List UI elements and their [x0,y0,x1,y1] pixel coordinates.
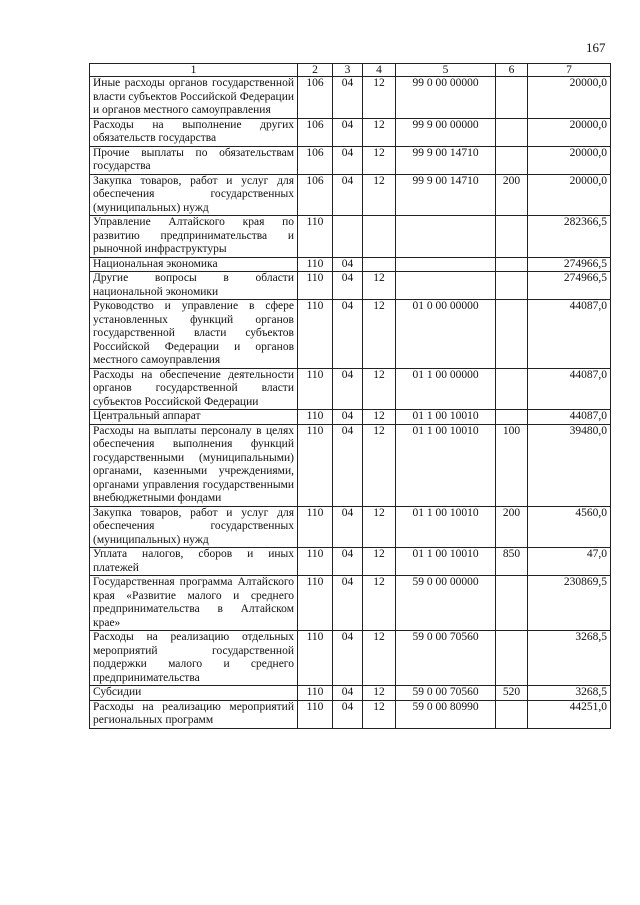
target-article-cell: 01 1 00 10010 [396,548,496,576]
section-cell [333,216,363,258]
ministry-code-cell: 106 [298,118,333,146]
table-row [90,506,611,548]
expense-type-cell: 200 [496,506,528,548]
subsection-cell: 12 [363,174,396,216]
ministry-code-cell: 110 [298,700,333,728]
expense-type-cell [496,118,528,146]
ministry-code-cell: 110 [298,368,333,410]
ministry-code-cell: 110 [298,686,333,701]
amount-cell: 47,0 [528,548,611,576]
table-body [90,77,611,729]
table-row [90,631,611,686]
row-name-cell: Управление Алтайского края по развитию предпринимательства и рыночной инфраструктуры [90,216,298,258]
expense-type-cell: 850 [496,548,528,576]
row-name-cell: Государственная программа Алтайского края «Развитие малого и среднего предпринимательства в Алтайском крае» [90,576,298,631]
table-row [90,174,611,216]
target-article-cell: 01 1 00 00000 [396,368,496,410]
subsection-cell: 12 [363,146,396,174]
section-cell: 04 [333,410,363,425]
amount-cell: 3268,5 [528,686,611,701]
row-name-cell: Закупка товаров, работ и услуг для обеспечения государственных (муниципальных) нужд [90,506,298,548]
section-cell: 04 [333,118,363,146]
subsection-cell: 12 [363,700,396,728]
subsection-cell: 12 [363,548,396,576]
row-name-cell: Расходы на реализацию отдельных мероприятий государственной поддержки малого и среднего предпринимательства [90,631,298,686]
section-cell: 04 [333,576,363,631]
column-header: 3 [333,64,363,77]
section-cell: 04 [333,686,363,701]
target-article-cell: 01 1 00 10010 [396,410,496,425]
target-article-cell [396,216,496,258]
target-article-cell: 59 0 00 70560 [396,631,496,686]
expense-type-cell [496,77,528,119]
ministry-code-cell: 110 [298,410,333,425]
ministry-code-cell: 110 [298,631,333,686]
amount-cell: 20000,0 [528,77,611,119]
target-article-cell: 01 1 00 10010 [396,424,496,506]
amount-cell: 20000,0 [528,146,611,174]
target-article-cell: 59 0 00 80990 [396,700,496,728]
column-header: 1 [90,64,298,77]
table-row [90,686,611,701]
column-header: 2 [298,64,333,77]
table-row [90,576,611,631]
row-name-cell: Закупка товаров, работ и услуг для обеспечения государственных (муниципальных) нужд [90,174,298,216]
subsection-cell: 12 [363,272,396,300]
subsection-cell: 12 [363,424,396,506]
target-article-cell: 01 0 00 00000 [396,300,496,369]
target-article-cell: 59 0 00 00000 [396,576,496,631]
amount-cell: 230869,5 [528,576,611,631]
expense-type-cell [496,216,528,258]
table-row [90,216,611,258]
amount-cell: 20000,0 [528,174,611,216]
table-row [90,410,611,425]
amount-cell: 282366,5 [528,216,611,258]
subsection-cell: 12 [363,506,396,548]
subsection-cell: 12 [363,686,396,701]
row-name-cell: Расходы на обеспечение деятельности органов государственной власти субъектов Российской Федерации [90,368,298,410]
subsection-cell [363,257,396,272]
ministry-code-cell: 110 [298,506,333,548]
target-article-cell: 99 0 00 00000 [396,77,496,119]
row-name-cell: Прочие выплаты по обязательствам государства [90,146,298,174]
expense-type-cell: 520 [496,686,528,701]
table-row [90,146,611,174]
amount-cell: 4560,0 [528,506,611,548]
subsection-cell: 12 [363,118,396,146]
expense-type-cell [496,272,528,300]
table-row [90,118,611,146]
table-row [90,300,611,369]
ministry-code-cell: 110 [298,257,333,272]
ministry-code-cell: 110 [298,576,333,631]
ministry-code-cell: 106 [298,174,333,216]
row-name-cell: Другие вопросы в области национальной экономики [90,272,298,300]
expense-type-cell [496,700,528,728]
section-cell: 04 [333,368,363,410]
row-name-cell: Уплата налогов, сборов и иных платежей [90,548,298,576]
row-name-cell: Расходы на выплаты персоналу в целях обеспечения выполнения функций государственными (муниципальными) органами, казенными учреждениями, органами управления государственными внебюджетными фондами [90,424,298,506]
expense-type-cell [496,631,528,686]
row-name-cell: Руководство и управление в сфере установленных функций органов государственной власти субъектов Российской Федерации и органов местного самоуправления [90,300,298,369]
subsection-cell [363,216,396,258]
ministry-code-cell: 110 [298,424,333,506]
table-row [90,424,611,506]
amount-cell: 39480,0 [528,424,611,506]
expense-type-cell [496,300,528,369]
target-article-cell [396,257,496,272]
expense-type-cell [496,146,528,174]
section-cell: 04 [333,506,363,548]
table-row [90,368,611,410]
amount-cell: 3268,5 [528,631,611,686]
subsection-cell: 12 [363,77,396,119]
target-article-cell: 99 9 00 00000 [396,118,496,146]
row-name-cell: Центральный аппарат [90,410,298,425]
section-cell: 04 [333,174,363,216]
expense-type-cell [496,257,528,272]
table-row [90,272,611,300]
row-name-cell: Субсидии [90,686,298,701]
ministry-code-cell: 106 [298,146,333,174]
table-row [90,700,611,728]
target-article-cell: 01 1 00 10010 [396,506,496,548]
ministry-code-cell: 110 [298,272,333,300]
ministry-code-cell: 106 [298,77,333,119]
section-cell: 04 [333,548,363,576]
section-cell: 04 [333,631,363,686]
expense-type-cell [496,410,528,425]
ministry-code-cell: 110 [298,548,333,576]
budget-table [89,63,611,729]
row-name-cell: Национальная экономика [90,257,298,272]
amount-cell: 44087,0 [528,300,611,369]
subsection-cell: 12 [363,300,396,369]
amount-cell: 274966,5 [528,257,611,272]
ministry-code-cell: 110 [298,216,333,258]
amount-cell: 44087,0 [528,410,611,425]
expense-type-cell: 100 [496,424,528,506]
row-name-cell: Расходы на реализацию мероприятий региональных программ [90,700,298,728]
subsection-cell: 12 [363,410,396,425]
header-row [90,64,611,77]
table-header [90,64,611,77]
expense-type-cell [496,368,528,410]
row-name-cell: Расходы на выполнение других обязательств государства [90,118,298,146]
target-article-cell [396,272,496,300]
amount-cell: 44087,0 [528,368,611,410]
subsection-cell: 12 [363,576,396,631]
target-article-cell: 59 0 00 70560 [396,686,496,701]
section-cell: 04 [333,424,363,506]
table-row [90,77,611,119]
row-name-cell: Иные расходы органов государственной власти субъектов Российской Федерации и органов местного самоуправления [90,77,298,119]
column-header: 5 [396,64,496,77]
page-number: 167 [586,40,606,55]
column-header: 4 [363,64,396,77]
section-cell: 04 [333,257,363,272]
amount-cell: 44251,0 [528,700,611,728]
column-header: 6 [496,64,528,77]
target-article-cell: 99 9 00 14710 [396,146,496,174]
section-cell: 04 [333,77,363,119]
table-row [90,257,611,272]
section-cell: 04 [333,700,363,728]
section-cell: 04 [333,272,363,300]
section-cell: 04 [333,300,363,369]
target-article-cell: 99 9 00 14710 [396,174,496,216]
subsection-cell: 12 [363,368,396,410]
expense-type-cell [496,576,528,631]
ministry-code-cell: 110 [298,300,333,369]
amount-cell: 20000,0 [528,118,611,146]
amount-cell: 274966,5 [528,272,611,300]
section-cell: 04 [333,146,363,174]
table-row [90,548,611,576]
expense-type-cell: 200 [496,174,528,216]
column-header: 7 [528,64,611,77]
subsection-cell: 12 [363,631,396,686]
